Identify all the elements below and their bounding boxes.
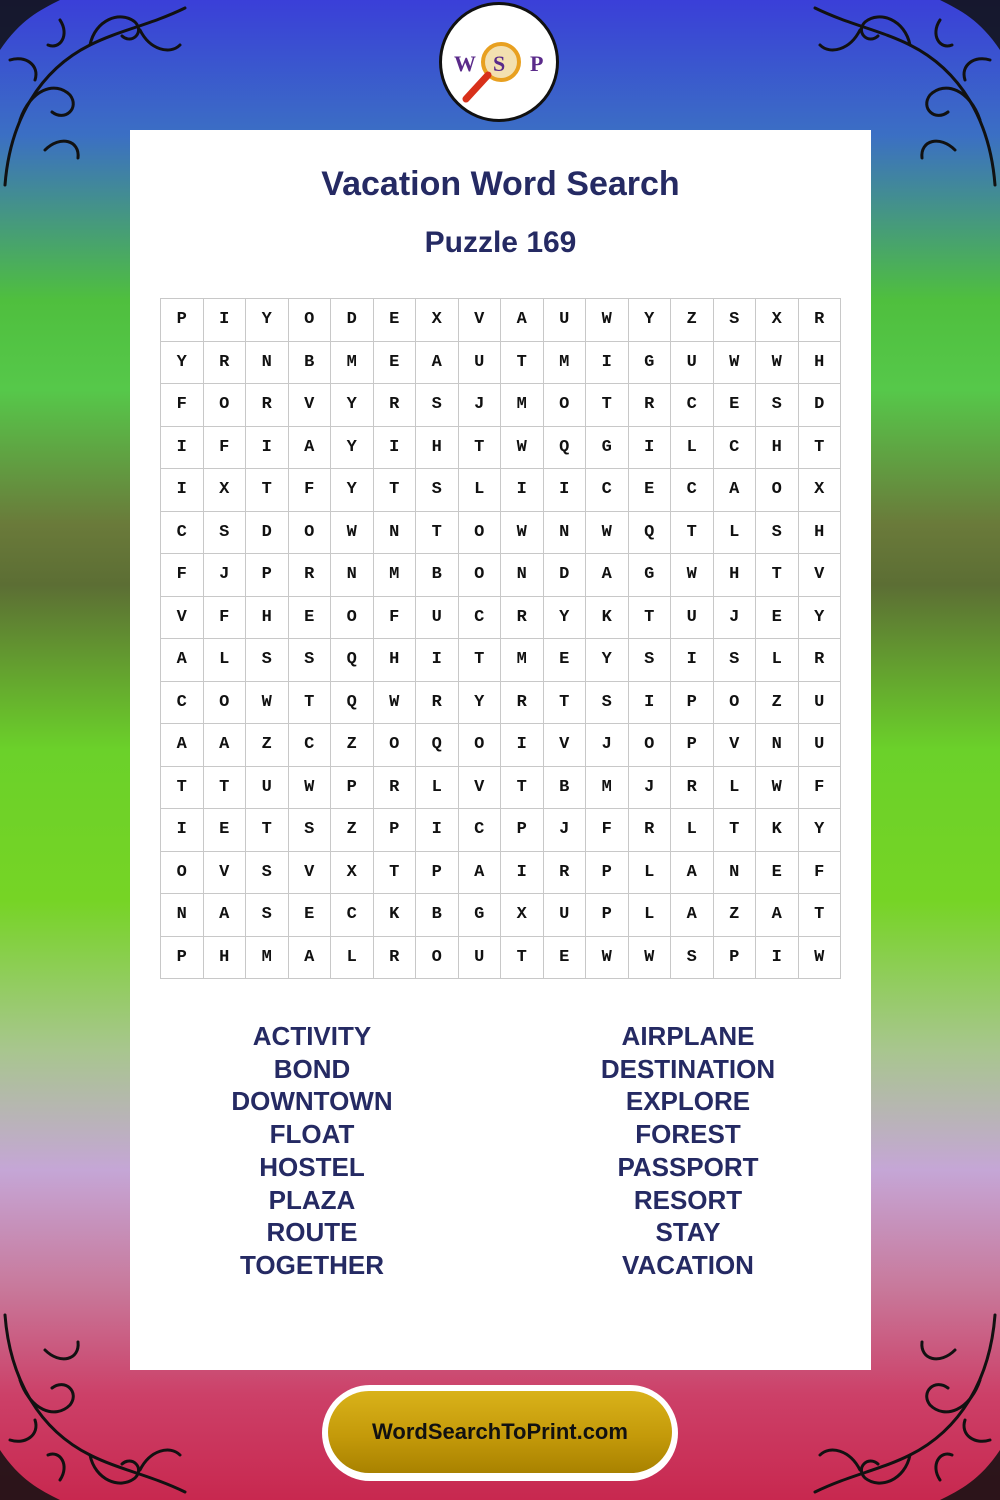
grid-cell[interactable]: T [459,639,502,682]
grid-cell[interactable]: B [289,342,332,385]
grid-cell[interactable]: R [799,299,842,342]
grid-cell[interactable]: M [586,767,629,810]
grid-cell[interactable]: A [289,427,332,470]
grid-cell[interactable]: Y [161,342,204,385]
grid-cell[interactable]: I [629,682,672,725]
grid-cell[interactable]: T [161,767,204,810]
grid-cell[interactable]: X [204,469,247,512]
grid-cell[interactable]: U [544,299,587,342]
grid-cell[interactable]: X [501,894,544,937]
grid-cell[interactable]: A [416,342,459,385]
word-list-item: EXPLORE [625,1086,751,1117]
grid-cell[interactable]: Y [586,639,629,682]
grid-cell[interactable]: V [459,767,502,810]
grid-cell[interactable]: N [246,342,289,385]
grid-cell[interactable]: I [671,639,714,682]
grid-cell[interactable]: N [161,894,204,937]
grid-cell[interactable]: L [629,852,672,895]
grid-cell[interactable]: A [161,724,204,767]
grid-cell[interactable]: J [586,724,629,767]
grid-cell[interactable]: L [204,639,247,682]
grid-cell[interactable]: I [501,852,544,895]
grid-cell[interactable]: H [246,597,289,640]
grid-cell[interactable]: O [289,512,332,555]
grid-cell[interactable]: A [671,852,714,895]
logo-letter-s: S [493,51,506,76]
grid-cell[interactable]: G [629,342,672,385]
grid-cell[interactable]: D [331,299,374,342]
grid-cell[interactable]: N [331,554,374,597]
grid-cell[interactable]: R [289,554,332,597]
grid-cell[interactable]: I [586,342,629,385]
grid-cell[interactable]: I [374,427,417,470]
word-list-item: FLOAT [269,1119,355,1150]
grid-cell[interactable]: T [416,512,459,555]
grid-cell[interactable]: R [246,384,289,427]
magnifier-icon [442,5,556,119]
grid-cell[interactable]: S [289,639,332,682]
grid-cell[interactable]: U [799,724,842,767]
grid-cell[interactable]: T [374,852,417,895]
grid-cell[interactable]: F [289,469,332,512]
grid-cell[interactable]: Y [799,809,842,852]
grid-cell[interactable]: P [586,852,629,895]
grid-cell[interactable]: H [714,554,757,597]
grid-cell[interactable]: O [204,682,247,725]
word-list-item: ACTIVITY [252,1021,372,1051]
logo-letter-p: P [530,51,544,76]
grid-cell[interactable]: W [671,554,714,597]
grid-cell[interactable]: P [416,852,459,895]
logo-letter-w: W [454,51,476,76]
grid-cell[interactable]: W [289,767,332,810]
grid-cell[interactable]: F [161,554,204,597]
grid-cell[interactable]: H [204,937,247,980]
grid-cell[interactable]: S [246,852,289,895]
grid-cell[interactable]: M [374,554,417,597]
grid-cell[interactable]: A [714,469,757,512]
grid-cell[interactable]: B [416,894,459,937]
grid-cell[interactable]: J [714,597,757,640]
word-list-item: VACATION [622,1249,754,1280]
grid-cell[interactable]: N [544,512,587,555]
grid-cell[interactable]: S [246,894,289,937]
grid-cell[interactable]: C [586,469,629,512]
grid-cell[interactable]: H [799,342,842,385]
word-list-right [538,1020,838,1282]
grid-cell[interactable]: T [671,512,714,555]
grid-cell[interactable]: T [544,682,587,725]
grid-cell[interactable]: L [459,469,502,512]
grid-cell[interactable]: Y [246,299,289,342]
grid-cell[interactable]: P [714,937,757,980]
grid-cell[interactable]: R [374,767,417,810]
grid-cell[interactable]: T [246,469,289,512]
grid-cell[interactable]: O [459,724,502,767]
grid-cell[interactable]: O [374,724,417,767]
grid-cell[interactable]: O [459,554,502,597]
grid-cell[interactable]: W [586,299,629,342]
puzzle-sheet [130,130,871,1370]
grid-cell[interactable]: W [756,342,799,385]
grid-cell[interactable]: O [416,937,459,980]
word-list-item: PLAZA [268,1184,356,1215]
grid-cell[interactable]: S [629,639,672,682]
grid-cell[interactable]: F [204,597,247,640]
grid-cell[interactable]: T [204,767,247,810]
grid-cell[interactable]: N [756,724,799,767]
grid-cell[interactable]: N [501,554,544,597]
grid-cell[interactable]: T [374,469,417,512]
grid-cell[interactable]: E [204,809,247,852]
grid-cell[interactable]: E [289,894,332,937]
grid-cell[interactable]: R [416,682,459,725]
grid-cell[interactable]: L [671,427,714,470]
grid-cell[interactable]: R [501,597,544,640]
grid-cell[interactable]: S [246,639,289,682]
grid-cell[interactable]: P [586,894,629,937]
grid-cell[interactable]: U [459,342,502,385]
grid-cell[interactable]: O [204,384,247,427]
grid-cell[interactable]: P [671,682,714,725]
grid-cell[interactable]: F [799,767,842,810]
grid-cell[interactable]: J [459,384,502,427]
grid-cell[interactable]: Y [459,682,502,725]
grid-cell[interactable]: F [586,809,629,852]
grid-cell[interactable]: I [246,427,289,470]
grid-cell[interactable]: Q [629,512,672,555]
grid-cell[interactable]: I [161,809,204,852]
grid-cell[interactable]: D [799,384,842,427]
grid-cell[interactable]: O [459,512,502,555]
grid-cell[interactable]: S [756,384,799,427]
grid-cell[interactable]: T [501,767,544,810]
grid-cell[interactable]: Z [671,299,714,342]
grid-cell[interactable]: C [331,894,374,937]
grid-cell[interactable]: C [459,597,502,640]
grid-cell[interactable]: Z [331,724,374,767]
grid-cell[interactable]: K [374,894,417,937]
grid-cell[interactable]: M [501,639,544,682]
grid-cell[interactable]: K [586,597,629,640]
grid-cell[interactable]: C [671,469,714,512]
word-list-item: AIRPLANE [621,1021,755,1051]
grid-cell[interactable]: P [501,809,544,852]
grid-cell[interactable]: O [289,299,332,342]
grid-cell[interactable]: V [289,384,332,427]
grid-cell[interactable]: U [671,342,714,385]
grid-cell[interactable]: M [501,384,544,427]
grid-cell[interactable]: A [586,554,629,597]
grid-cell[interactable]: R [374,384,417,427]
grid-cell[interactable]: X [756,299,799,342]
grid-cell[interactable]: E [756,597,799,640]
puzzle-number: Puzzle 169 [424,226,577,259]
grid-cell[interactable]: G [586,427,629,470]
grid-cell[interactable]: S [714,299,757,342]
grid-cell[interactable]: R [629,384,672,427]
grid-cell[interactable]: H [799,512,842,555]
grid-cell[interactable]: Q [331,639,374,682]
word-list-item: RESORT [633,1184,743,1215]
grid-cell[interactable]: N [714,852,757,895]
grid-cell[interactable]: W [374,682,417,725]
grid-cell[interactable]: Q [416,724,459,767]
grid-cell[interactable]: I [501,469,544,512]
grid-cell[interactable]: W [629,937,672,980]
grid-cell[interactable]: V [799,554,842,597]
grid-cell[interactable]: C [671,384,714,427]
grid-cell[interactable]: Y [331,427,374,470]
grid-cell[interactable]: X [331,852,374,895]
grid-cell[interactable]: L [629,894,672,937]
grid-cell[interactable]: R [629,809,672,852]
grid-cell[interactable]: S [586,682,629,725]
grid-cell[interactable]: U [799,682,842,725]
grid-cell[interactable]: H [756,427,799,470]
grid-cell[interactable]: A [671,894,714,937]
grid-cell[interactable]: V [289,852,332,895]
grid-cell[interactable]: T [799,894,842,937]
grid-cell[interactable]: S [204,512,247,555]
grid-cell[interactable]: L [416,767,459,810]
grid-cell[interactable]: U [459,937,502,980]
grid-cell[interactable]: A [756,894,799,937]
grid-cell[interactable]: W [799,937,842,980]
grid-cell[interactable]: I [544,469,587,512]
grid-cell[interactable]: A [204,724,247,767]
grid-cell[interactable]: P [246,554,289,597]
grid-cell[interactable]: W [246,682,289,725]
grid-cell[interactable]: Y [544,597,587,640]
grid-cell[interactable]: S [756,512,799,555]
word-list-left [162,1020,462,1282]
grid-cell[interactable]: A [459,852,502,895]
page-title: Vacation Word Search [321,165,680,203]
grid-cell[interactable]: U [544,894,587,937]
grid-cell[interactable]: S [289,809,332,852]
grid-cell[interactable]: T [714,809,757,852]
footer-link[interactable]: WordSearchToPrint.com [328,1391,672,1473]
grid-cell[interactable]: I [629,427,672,470]
grid-cell[interactable]: D [246,512,289,555]
grid-cell[interactable]: F [161,384,204,427]
grid-cell[interactable]: J [629,767,672,810]
grid-cell[interactable]: C [161,512,204,555]
grid-cell[interactable]: E [756,852,799,895]
grid-cell[interactable]: R [544,852,587,895]
grid-cell[interactable]: P [374,809,417,852]
grid-cell[interactable]: E [374,299,417,342]
grid-cell[interactable]: E [374,342,417,385]
grid-cell[interactable]: U [671,597,714,640]
grid-cell[interactable]: T [459,427,502,470]
grid-cell[interactable]: E [544,639,587,682]
grid-cell[interactable]: V [544,724,587,767]
grid-cell[interactable]: M [246,937,289,980]
grid-cell[interactable]: A [501,299,544,342]
grid-cell[interactable]: W [586,512,629,555]
grid-cell[interactable]: L [756,639,799,682]
grid-cell[interactable]: W [501,512,544,555]
grid-cell[interactable]: V [459,299,502,342]
grid-cell[interactable]: P [331,767,374,810]
grid-cell[interactable]: V [161,597,204,640]
grid-cell[interactable]: R [799,639,842,682]
grid-cell[interactable]: I [161,427,204,470]
grid-cell[interactable]: Y [331,469,374,512]
grid-cell[interactable]: T [289,682,332,725]
grid-cell[interactable]: C [161,682,204,725]
grid-cell[interactable]: Z [756,682,799,725]
grid-cell[interactable]: O [331,597,374,640]
grid-cell[interactable]: J [544,809,587,852]
grid-cell[interactable]: I [204,299,247,342]
grid-cell[interactable]: T [246,809,289,852]
grid-cell[interactable]: O [756,469,799,512]
word-list-item: TOGETHER [240,1249,384,1280]
grid-cell[interactable]: X [416,299,459,342]
grid-cell[interactable]: F [204,427,247,470]
letter-grid [160,298,841,979]
grid-cell[interactable]: Y [799,597,842,640]
grid-cell[interactable]: B [544,767,587,810]
grid-cell[interactable]: T [586,384,629,427]
grid-cell[interactable]: N [374,512,417,555]
grid-cell[interactable]: I [161,469,204,512]
grid-cell[interactable]: B [416,554,459,597]
grid-cell[interactable]: G [459,894,502,937]
grid-cell[interactable]: D [544,554,587,597]
grid-cell[interactable]: L [714,512,757,555]
grid-cell[interactable]: C [714,427,757,470]
grid-cell[interactable]: V [714,724,757,767]
word-list-item: DOWNTOWN [231,1086,393,1117]
grid-cell[interactable]: P [671,724,714,767]
word-list-item: ROUTE [266,1217,358,1248]
grid-cell[interactable]: T [501,342,544,385]
grid-cell[interactable]: S [671,937,714,980]
word-list-item: DESTINATION [600,1053,776,1084]
grid-cell[interactable]: E [289,597,332,640]
grid-cell[interactable]: P [161,299,204,342]
grid-cell[interactable]: W [756,767,799,810]
grid-cell[interactable]: F [799,852,842,895]
grid-cell[interactable]: R [204,342,247,385]
word-list-item: BOND [273,1053,351,1084]
grid-cell[interactable]: K [756,809,799,852]
grid-cell[interactable]: Y [629,299,672,342]
grid-cell[interactable]: O [544,384,587,427]
grid-cell[interactable]: X [799,469,842,512]
grid-cell[interactable]: E [714,384,757,427]
grid-cell[interactable]: T [799,427,842,470]
grid-cell[interactable]: E [544,937,587,980]
grid-cell[interactable]: H [416,427,459,470]
grid-cell[interactable]: O [629,724,672,767]
grid-cell[interactable]: M [544,342,587,385]
grid-cell[interactable]: A [161,639,204,682]
grid-cell[interactable]: T [501,937,544,980]
grid-cell[interactable]: Z [246,724,289,767]
grid-cell[interactable]: I [756,937,799,980]
grid-cell[interactable]: A [204,894,247,937]
grid-cell[interactable]: Z [714,894,757,937]
grid-cell[interactable]: T [756,554,799,597]
grid-cell[interactable]: I [416,809,459,852]
grid-cell[interactable]: G [629,554,672,597]
grid-cell[interactable]: S [714,639,757,682]
grid-cell[interactable]: H [374,639,417,682]
footer-badge[interactable] [322,1385,678,1481]
grid-cell[interactable]: O [161,852,204,895]
grid-cell[interactable]: L [671,809,714,852]
grid-cell[interactable]: Y [331,384,374,427]
grid-cell[interactable]: W [714,342,757,385]
grid-cell[interactable]: P [161,937,204,980]
word-list-item: FOREST [635,1119,741,1150]
grid-cell[interactable]: Z [331,809,374,852]
grid-cell[interactable]: J [204,554,247,597]
grid-cell[interactable]: S [416,384,459,427]
grid-cell[interactable]: U [416,597,459,640]
grid-cell[interactable]: S [416,469,459,512]
grid-cell[interactable]: U [246,767,289,810]
grid-cell[interactable]: V [204,852,247,895]
word-list-item: HOSTEL [259,1151,365,1182]
site-logo[interactable] [439,2,559,122]
grid-cell[interactable]: Q [544,427,587,470]
grid-cell[interactable]: R [501,682,544,725]
grid-cell[interactable]: E [629,469,672,512]
grid-cell[interactable]: W [331,512,374,555]
grid-cell[interactable]: L [331,937,374,980]
grid-cell[interactable]: I [501,724,544,767]
word-list-item: PASSPORT [617,1151,759,1182]
grid-cell[interactable]: M [331,342,374,385]
grid-cell[interactable]: W [586,937,629,980]
grid-cell[interactable]: R [374,937,417,980]
grid-cell[interactable]: C [459,809,502,852]
grid-cell[interactable]: O [714,682,757,725]
grid-cell[interactable]: T [629,597,672,640]
grid-cell[interactable]: A [289,937,332,980]
grid-cell[interactable]: R [671,767,714,810]
grid-cell[interactable]: I [416,639,459,682]
grid-cell[interactable]: F [374,597,417,640]
grid-cell[interactable]: Q [331,682,374,725]
word-list-item: STAY [655,1217,721,1248]
grid-cell[interactable]: C [289,724,332,767]
grid-cell[interactable]: L [714,767,757,810]
grid-cell[interactable]: W [501,427,544,470]
